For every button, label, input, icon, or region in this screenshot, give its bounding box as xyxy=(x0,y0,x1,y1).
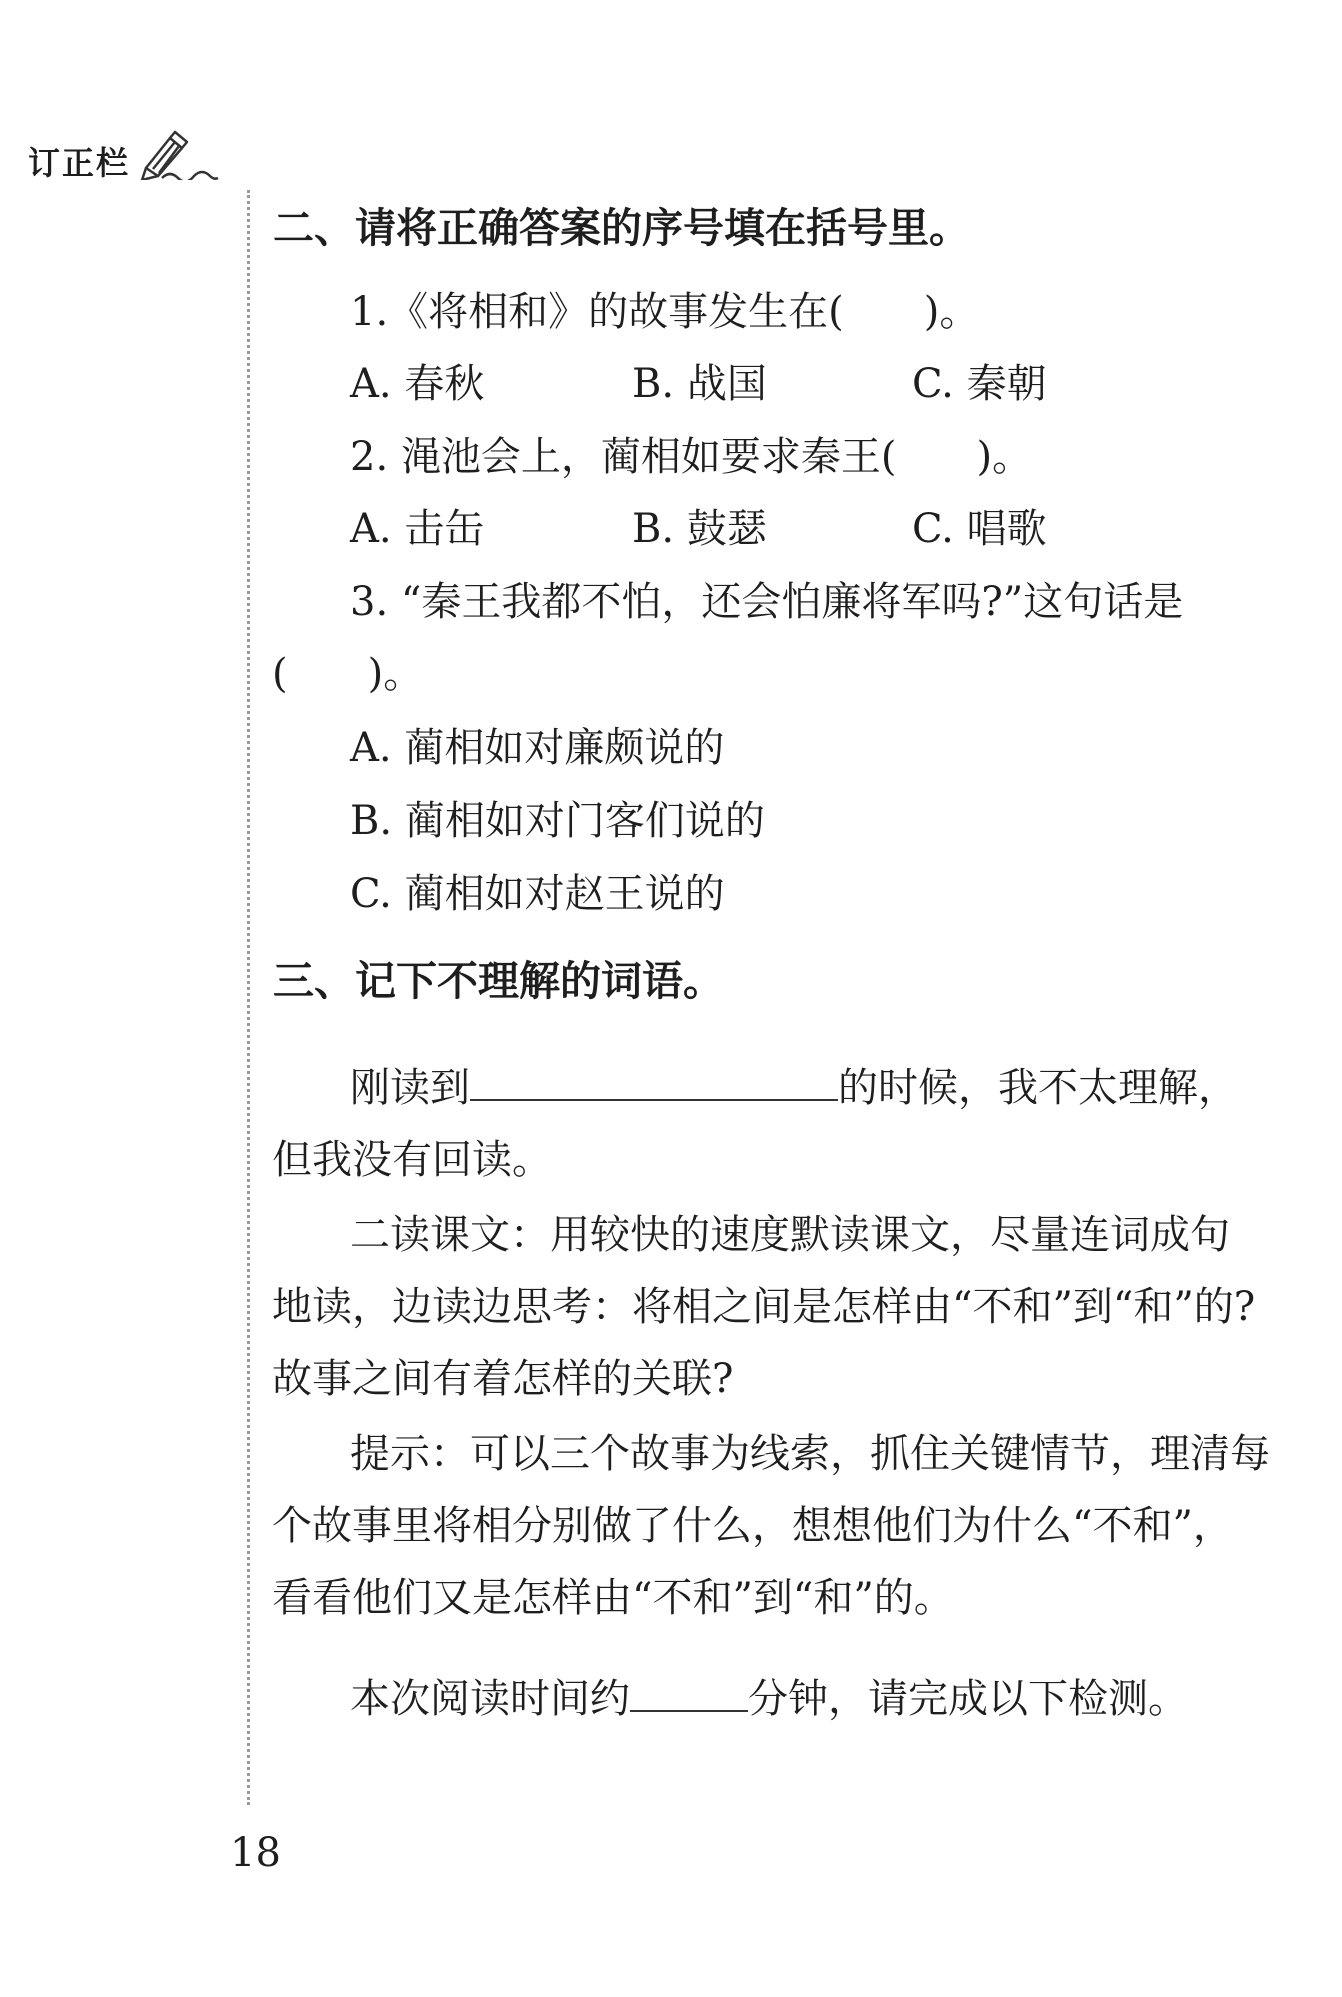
question-3-option-b: B. 蔺相如对门客们说的 xyxy=(350,798,765,844)
question-3-stem: 3. “秦王我都不怕，还会怕廉将军吗?”这句话是 xyxy=(350,579,1184,625)
question-1-option-b: B. 战国 xyxy=(632,361,767,407)
question-2-option-a: A. 击缶 xyxy=(350,506,485,552)
question-1-option-a: A. 春秋 xyxy=(350,361,485,407)
paragraph-3-line-3: 看看他们又是怎样由“不和”到“和”的。 xyxy=(272,1575,954,1621)
question-1-option-c: C. 秦朝 xyxy=(912,361,1047,407)
question-2-option-b: B. 鼓瑟 xyxy=(632,506,767,552)
paragraph-1-line-2: 但我没有回读。 xyxy=(272,1137,552,1183)
reading-time-line xyxy=(350,1675,1188,1723)
question-3-stem-continued: ( )。 xyxy=(272,651,424,697)
question-2-option-c: C. 唱歌 xyxy=(912,506,1047,552)
question-1-stem: 1.《将相和》的故事发生在( )。 xyxy=(350,289,980,335)
paragraph-1-after: 的时候，我不太理解， xyxy=(838,1065,1238,1111)
margin-divider xyxy=(247,190,250,1805)
question-2-stem: 2. 渑池会上，蔺相如要求秦王( )。 xyxy=(350,434,1033,480)
paragraph-1-line-1 xyxy=(350,1064,1238,1112)
paragraph-2-line-3: 故事之间有着怎样的关联? xyxy=(272,1356,734,1402)
unknown-word-blank[interactable] xyxy=(470,1065,838,1101)
paragraph-2-line-2: 地读，边读边思考：将相之间是怎样由“不和”到“和”的? xyxy=(272,1284,1256,1330)
paragraph-1-before: 刚读到 xyxy=(350,1065,470,1111)
question-3-option-c: C. 蔺相如对赵王说的 xyxy=(350,871,725,917)
correction-column-label: 订正栏 xyxy=(28,144,131,182)
question-3-option-a: A. 蔺相如对廉颇说的 xyxy=(350,725,725,771)
reading-time-after: 分钟，请完成以下检测。 xyxy=(748,1676,1188,1722)
pencil-icon xyxy=(134,128,220,184)
paragraph-2-line-1: 二读课文：用较快的速度默读课文，尽量连词成句 xyxy=(350,1212,1230,1258)
page-number: 18 xyxy=(230,1830,281,1876)
section3-heading: 三、记下不理解的词语。 xyxy=(273,957,724,1005)
paragraph-3-line-1: 提示：可以三个故事为线索，抓住关键情节，理清每 xyxy=(350,1431,1270,1477)
paragraph-3-line-2: 个故事里将相分别做了什么，想想他们为什么“不和”， xyxy=(272,1503,1233,1549)
section2-heading: 二、请将正确答案的序号填在括号里。 xyxy=(273,204,970,252)
reading-time-before: 本次阅读时间约 xyxy=(350,1676,630,1722)
reading-time-blank[interactable] xyxy=(630,1676,748,1712)
correction-column-header xyxy=(28,128,220,184)
